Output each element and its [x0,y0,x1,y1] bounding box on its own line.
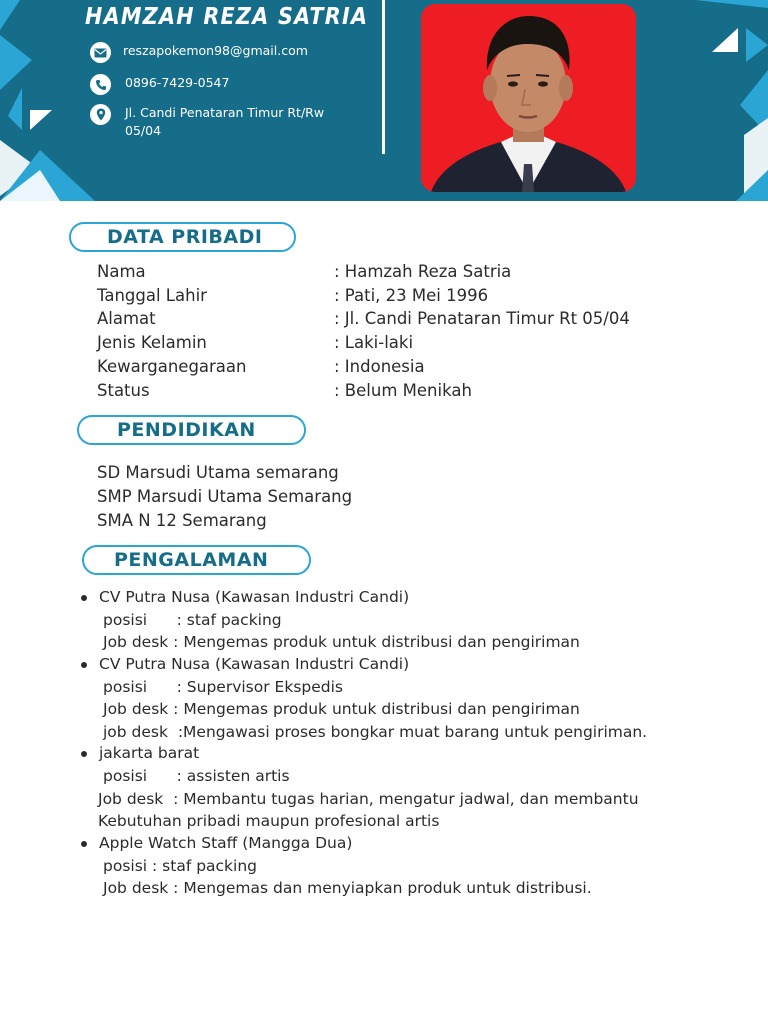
bullet-icon [81,595,87,601]
personal-row [97,333,414,352]
section-heading-education: PENDIDIKAN [77,415,306,445]
personal-label: Status [97,381,150,400]
experience-company: CV Putra Nusa (Kawasan Industri Candi) [99,655,410,673]
bullet-icon [81,662,87,668]
experience-detail: posisi : Supervisor Ekspedis [103,678,343,696]
experience-detail: posisi : staf packing [103,857,258,875]
education-item: SMA N 12 Semarang [97,511,267,530]
personal-value: : Belum Menikah [334,381,472,400]
phone-text: 0896-7429-0547 [125,75,230,90]
personal-label: Jenis Kelamin [97,333,207,352]
experience-detail: Kebutuhan pribadi maupun profesional artis [98,812,440,830]
education-item: SMP Marsudi Utama Semarang [97,487,353,506]
personal-row [97,309,630,328]
personal-value: : Jl. Candi Penataran Timur Rt 05/04 [334,309,630,328]
personal-value: : Laki-laki [334,333,414,352]
personal-row [97,262,512,281]
email-icon [90,42,111,63]
address-contact [90,104,324,140]
phone-contact [90,74,229,95]
personal-label: Nama [97,262,146,281]
experience-company: jakarta barat [99,744,200,762]
profile-photo [421,4,636,192]
experience-detail: Job desk : Mengemas dan menyiapkan produk untuk distribusi. [103,879,592,897]
personal-row [97,286,489,305]
personal-label: Tanggal Lahir [97,286,207,305]
experience-detail: posisi : assisten artis [103,767,290,785]
phone-icon [90,74,111,95]
personal-value: : Indonesia [334,357,425,376]
bullet-icon [81,841,87,847]
experience-detail: Job desk : Membantu tugas harian, mengatur jadwal, dan membantu [98,790,639,808]
section-heading-experience: PENGALAMAN [82,545,311,575]
education-item: SD Marsudi Utama semarang [97,463,339,482]
personal-row [97,357,425,376]
personal-value: : Hamzah Reza Satria [334,262,512,281]
email-text: reszapokemon98@gmail.com [123,43,308,58]
candidate-name: HAMZAH REZA SATRIA [85,4,369,30]
personal-label: Alamat [97,309,156,328]
experience-detail: posisi : staf packing [103,611,282,629]
header-banner [0,0,768,201]
personal-label: Kewarganegaraan [97,357,247,376]
address-text: Jl. Candi Penataran Timur Rt/Rw 05/04 [125,105,325,138]
email-contact [90,42,308,63]
experience-detail: Job desk : Mengemas produk untuk distribusi dan pengiriman [103,633,580,651]
experience-detail: job desk :Mengawasi proses bongkar muat barang untuk pengiriman. [103,723,648,741]
location-icon [90,104,111,125]
bullet-icon [81,751,87,757]
experience-detail: Job desk : Mengemas produk untuk distribusi dan pengiriman [103,700,580,718]
experience-company: CV Putra Nusa (Kawasan Industri Candi) [99,588,410,606]
experience-company: Apple Watch Staff (Mangga Dua) [99,834,353,852]
header-divider [382,0,385,154]
section-heading-personal: DATA PRIBADI [69,222,296,252]
personal-row [97,381,472,400]
personal-value: : Pati, 23 Mei 1996 [334,286,489,305]
person-portrait-icon [421,4,636,192]
